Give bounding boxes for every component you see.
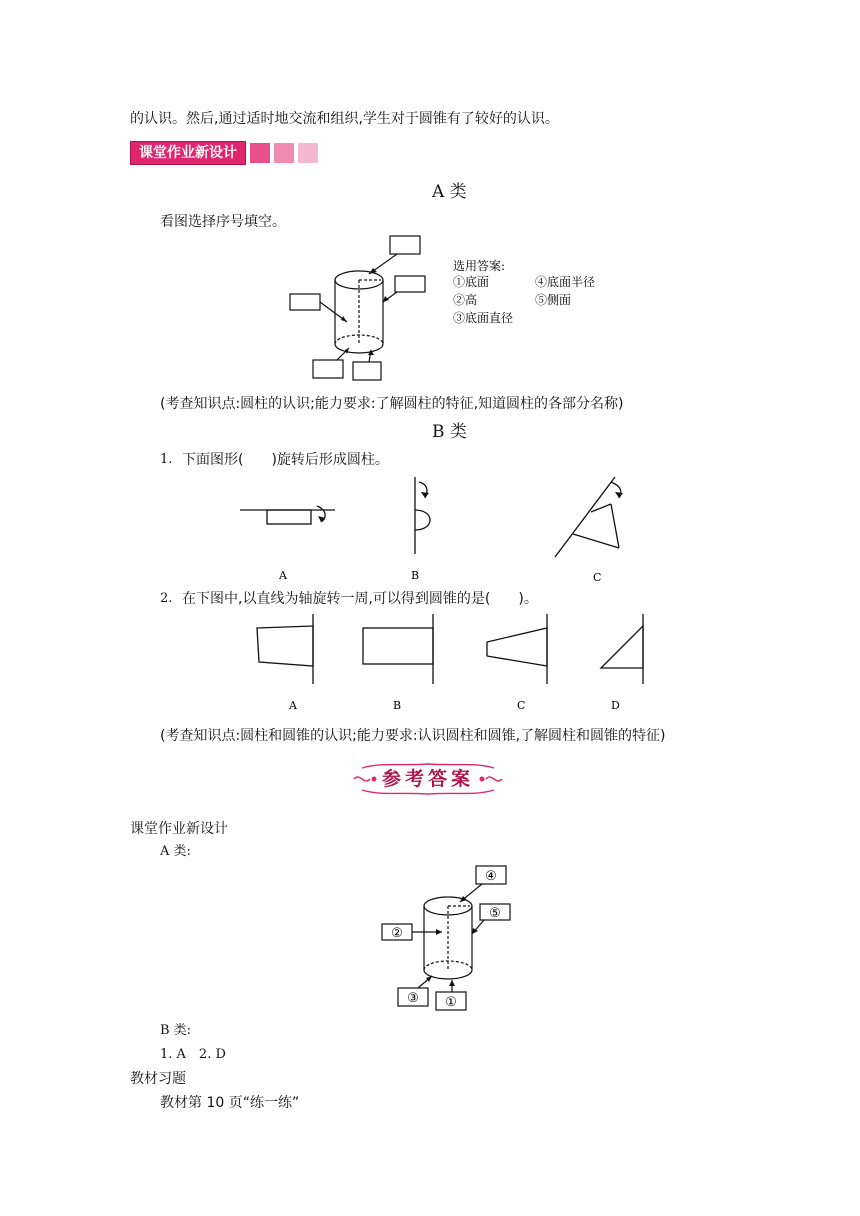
section-heading <box>130 142 318 164</box>
textbook-ref: 教材第 10 页“练一练” <box>160 1095 300 1111</box>
q2-label-b: B <box>393 699 402 712</box>
intro-paragraph: 的认识。然后,通过适时地交流和组织,学生对于圆锥有了较好的认识。 <box>130 111 559 127</box>
q2-number: 2. <box>160 591 173 606</box>
q1-label-b: B <box>411 569 420 582</box>
heading-square-2 <box>274 143 294 163</box>
option-1: ①底面 <box>453 275 490 289</box>
options-title: 选用答案: <box>453 259 506 273</box>
label-box[interactable] <box>353 362 381 380</box>
label-box[interactable] <box>290 294 320 310</box>
option-2: ②高 <box>453 293 478 307</box>
answer-banner <box>352 762 504 796</box>
answers-a-label: A 类: <box>160 844 191 859</box>
answer-box-5-text: ⑤ <box>489 906 501 921</box>
answers-section-title: 课堂作业新设计 <box>130 821 228 837</box>
textbook-title: 教材习题 <box>130 1071 186 1087</box>
cylinder-figure <box>285 232 615 382</box>
option-3: ③底面直径 <box>453 311 514 325</box>
q1-label-c: C <box>593 571 602 584</box>
answer-box-2-text: ② <box>391 926 403 941</box>
category-a-instruction: 看图选择序号填空。 <box>160 214 286 230</box>
answer-cylinder-figure <box>378 862 518 1014</box>
answers-b-label: B 类: <box>160 1023 192 1038</box>
q2-label-a: A <box>289 699 297 712</box>
category-a-title: A 类 <box>432 182 467 202</box>
label-box[interactable] <box>313 360 343 378</box>
q2-figures <box>245 612 645 717</box>
option-4: ④底面半径 <box>535 275 596 289</box>
category-a-note: (考查知识点:圆柱的认识;能力要求:了解圆柱的特征,知道圆柱的各部分名称) <box>160 396 624 412</box>
label-box[interactable] <box>395 276 425 292</box>
answer-box-1-text: ① <box>445 995 457 1010</box>
section-heading-label: 课堂作业新设计 <box>130 141 246 165</box>
answer-box-4-text: ④ <box>485 869 497 884</box>
heading-square-3 <box>298 143 318 163</box>
q1-figures <box>235 472 645 587</box>
q1-number: 1. <box>160 452 173 467</box>
q2-text: 在下图中,以直线为轴旋转一周,可以得到圆锥的是( )。 <box>182 591 538 607</box>
q2-label-d: D <box>611 699 620 712</box>
heading-square-1 <box>250 143 270 163</box>
category-b-note: (考查知识点:圆柱和圆锥的认识;能力要求:认识圆柱和圆锥,了解圆柱和圆锥的特征) <box>160 728 666 744</box>
option-5: ⑤侧面 <box>535 293 572 307</box>
q2-label-c: C <box>517 699 526 712</box>
answers-b-values: 1. A 2. D <box>160 1047 226 1062</box>
label-box[interactable] <box>390 236 420 254</box>
answer-box-3-text: ③ <box>407 991 419 1006</box>
q1-label-a: A <box>279 569 287 582</box>
q1-text: 下面图形( )旋转后形成圆柱。 <box>182 452 389 468</box>
answer-banner-text: 参考答案 <box>381 768 474 790</box>
category-b-title: B 类 <box>432 422 467 442</box>
